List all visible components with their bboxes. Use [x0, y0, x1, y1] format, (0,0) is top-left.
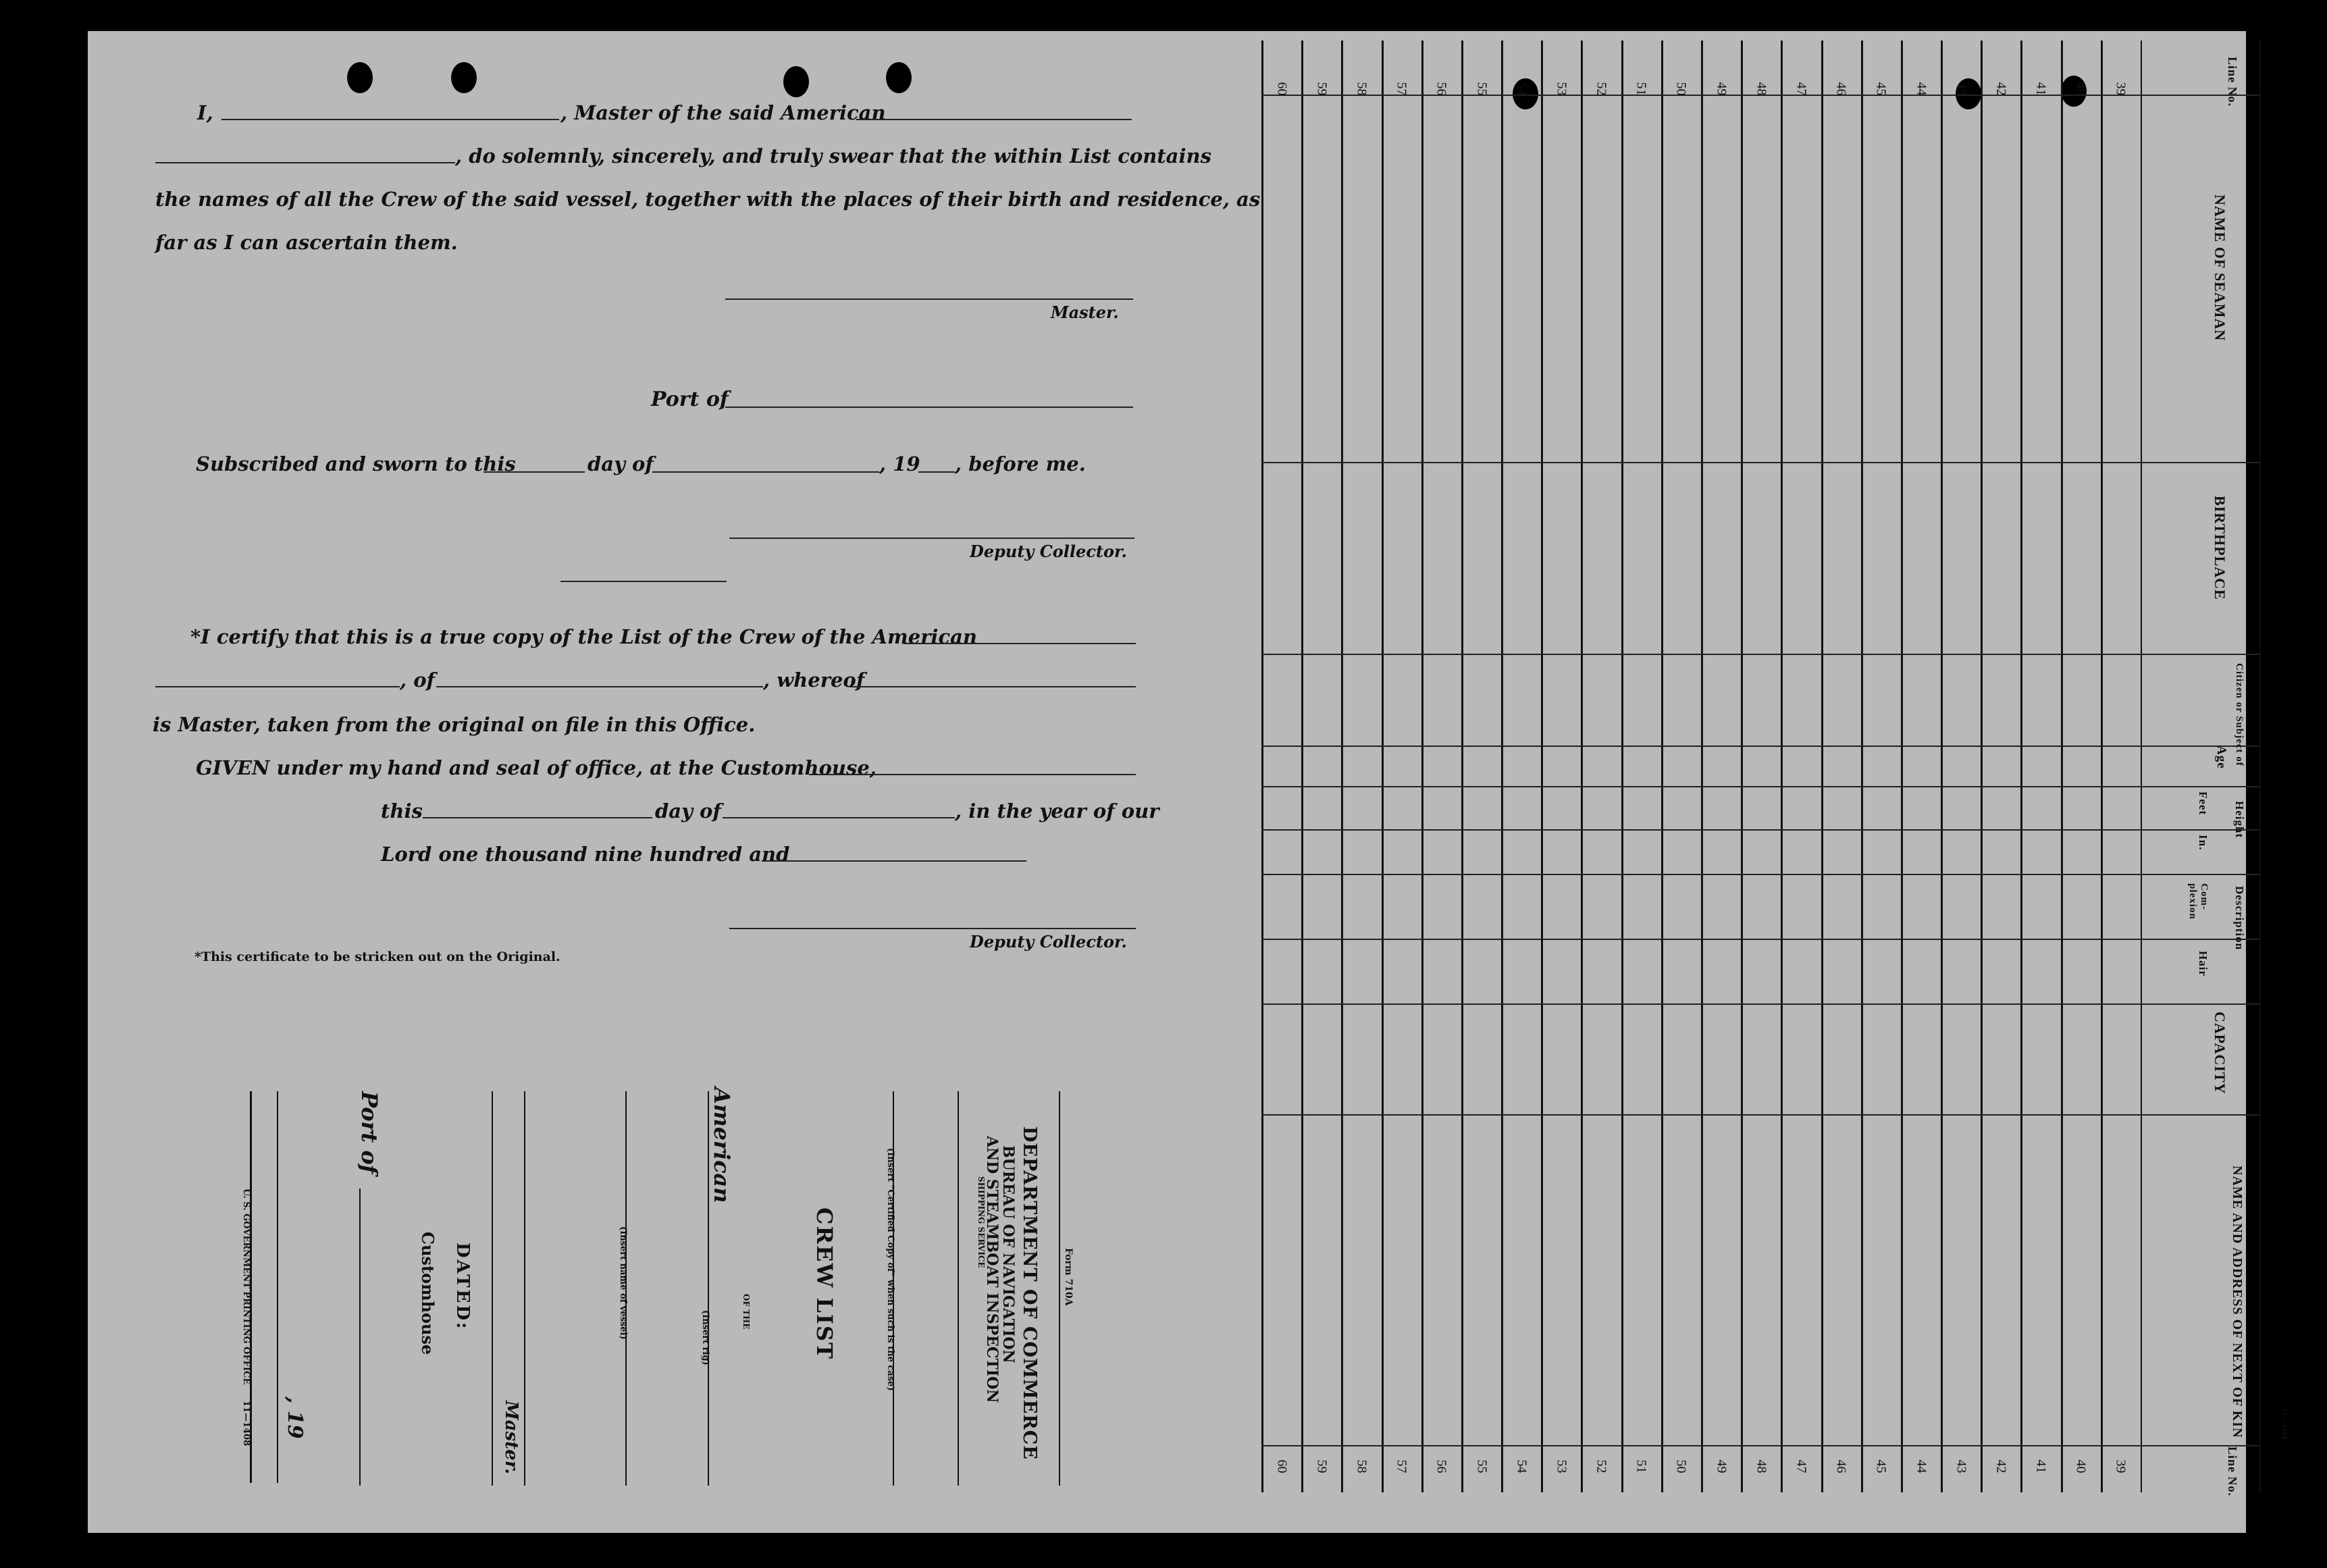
header-next-of-kin: NAME AND ADDRESS OF NEXT OF KIN [2230, 1166, 2245, 1438]
dept-commerce: DEPARTMENT OF COMMERCE [1019, 1126, 1040, 1460]
cover-master: Master. [501, 1401, 521, 1475]
table-rule [1581, 41, 1583, 1492]
row-number-bottom: 45 [1873, 1459, 1889, 1473]
row-number-top: 57 [1394, 82, 1409, 96]
row-number-top: 43 [1954, 82, 1969, 96]
port-of-label: Port of [651, 388, 729, 411]
table-rule [1941, 41, 1943, 1492]
oath-i: I, [197, 101, 213, 124]
table-rule [1821, 41, 1823, 1492]
header-hair: Hair [2197, 951, 2210, 976]
port-blank [725, 407, 1133, 408]
row-number-bottom: 47 [1794, 1459, 1809, 1473]
header-complexion: Com-plexion [2187, 883, 2210, 920]
table-rule [1861, 41, 1863, 1492]
document-sheet [88, 31, 2246, 1533]
table-rule [1781, 41, 1783, 1492]
cover-rule [492, 1091, 493, 1486]
punch-hole [886, 62, 912, 93]
row-number-top: 45 [1873, 82, 1889, 96]
cover-dated: DATED: [452, 1243, 473, 1331]
row-number-top: 42 [1993, 82, 2009, 96]
given-line: GIVEN under my hand and seal of office, at the Customhouse, [196, 756, 877, 779]
table-section-rule [1261, 874, 2259, 875]
row-number-top: 47 [1794, 82, 1809, 96]
table-section-rule [1261, 654, 2259, 655]
table-rule [1301, 41, 1303, 1492]
row-number-bottom: 46 [1833, 1459, 1849, 1473]
deputy-collector-2: Deputy Collector. [970, 932, 1127, 951]
insert-vessel: (Insert name of vessel) [618, 1226, 628, 1340]
of-the: OF THE [741, 1294, 751, 1330]
row-number-top: 41 [2033, 82, 2049, 96]
header-citizen: Citizen or Subject of [2234, 663, 2245, 766]
cover-rule [958, 1091, 959, 1486]
in-year: , in the year of our [955, 800, 1159, 822]
row-number-bottom: 41 [2033, 1459, 2049, 1473]
this-blank [423, 817, 652, 818]
cover-american: American [709, 1087, 735, 1203]
cert-line3: is Master, taken from the original on file in this Office. [153, 713, 756, 736]
row-number-bottom: 40 [2073, 1459, 2089, 1473]
row-number-bottom: 52 [1594, 1459, 1609, 1473]
deputy-collector-1: Deputy Collector. [970, 542, 1127, 561]
crew-list-title: CREW LIST [812, 1207, 837, 1360]
shipping-service: SHIPPING SERVICE [976, 1176, 986, 1268]
table-rule [1501, 41, 1503, 1492]
separator-line [560, 581, 727, 582]
row-number-bottom: 59 [1314, 1459, 1330, 1473]
before-me: , before me. [955, 452, 1086, 475]
lord-line: Lord one thousand nine hundred and [381, 843, 790, 866]
bureau-line1: BUREAU OF NAVIGATION [999, 1145, 1017, 1363]
bureau-line2: AND STEAMBOAT INSPECTION [983, 1136, 1001, 1403]
row-number-top: 48 [1754, 82, 1769, 96]
cover-rule [1059, 1091, 1060, 1486]
row-number-top: 50 [1673, 82, 1689, 96]
row-number-bottom: 51 [1633, 1459, 1649, 1473]
row-number-bottom: 57 [1394, 1459, 1409, 1473]
cover-rule [524, 1091, 525, 1486]
row-number-top: 52 [1594, 82, 1609, 96]
header-line-no-bottom: Line No. [2226, 1446, 2239, 1497]
header-inches: In. [2197, 835, 2210, 851]
header-description: Description [2233, 886, 2246, 951]
punch-hole [347, 62, 373, 93]
table-border [2141, 41, 2142, 1492]
form-number: Form 710A [1063, 1248, 1074, 1306]
row-number-bottom: 48 [1754, 1459, 1769, 1473]
table-form-code: 11—1408 [2280, 1409, 2288, 1440]
table-section-rule [1261, 939, 2259, 940]
table-rule [1382, 41, 1384, 1492]
punch-hole [783, 66, 809, 97]
row-number-top: 53 [1554, 82, 1569, 96]
table-rule [1421, 41, 1423, 1492]
cover-rule [277, 1091, 278, 1483]
row-number-bottom: 50 [1673, 1459, 1689, 1473]
table-rule [1621, 41, 1623, 1492]
header-line-no: Line No. [2226, 57, 2239, 107]
row-number-top: 49 [1714, 82, 1729, 96]
row-number-top: 44 [1914, 82, 1929, 96]
given-blank [809, 774, 1136, 775]
subscribed-label: Subscribed and sworn to this [196, 452, 516, 475]
oath-line2: , do solemnly, sincerely, and truly swear that the within List contains [455, 145, 1211, 167]
cover-rig-blank [708, 1091, 709, 1486]
row-number-top: 39 [2113, 82, 2128, 96]
table-section-rule [1261, 1445, 2259, 1446]
row-number-top: 59 [1314, 82, 1330, 96]
printing-office: U. S. GOVERNMENT PRINTING OFFICE [241, 1188, 251, 1385]
day-of-label: day of [587, 452, 654, 475]
printing-code: 11—1408 [241, 1401, 251, 1446]
master-label: Master. [1051, 303, 1119, 322]
table-border [2259, 41, 2261, 1492]
cover-port-of: Port of [357, 1091, 382, 1174]
table-rule [1541, 41, 1543, 1492]
oath-master-of: , Master of the said American [560, 101, 886, 124]
insert-rig: (Insert rig) [700, 1310, 710, 1365]
table-section-rule [1261, 1114, 2259, 1116]
cover-customhouse: Customhouse [418, 1232, 438, 1355]
header-feet: Feet [2197, 791, 2210, 816]
row-number-top: 55 [1474, 82, 1489, 96]
table-section-rule [1261, 829, 2259, 831]
row-number-top: 51 [1633, 82, 1649, 96]
certify-line1: *I certify that this is a true copy of the List of the Crew of the American [190, 625, 977, 648]
table-rule [1341, 41, 1343, 1492]
cert-blank-b [436, 686, 763, 687]
cert-of: , of [400, 669, 436, 691]
row-number-top: 40 [2073, 82, 2089, 96]
master-signature-line [725, 298, 1133, 300]
row-number-bottom: 53 [1554, 1459, 1569, 1473]
row-number-bottom: 58 [1354, 1459, 1369, 1473]
cert-day-of: day of [655, 800, 721, 822]
table-rule [2061, 41, 2063, 1492]
day-blank [483, 471, 585, 473]
blank-vessel-2 [155, 162, 455, 163]
insert-cert: (Insert "Certified Copy of" when such is the case) [885, 1148, 895, 1391]
oath-line3: the names of all the Crew of the said vessel, together with the places of their birth and residence, as [155, 188, 1261, 211]
row-number-top: 46 [1833, 82, 1849, 96]
row-number-bottom: 43 [1954, 1459, 1969, 1473]
table-rule [1701, 41, 1703, 1492]
row-number-top: 54 [1514, 82, 1529, 96]
this-label: this [381, 800, 423, 822]
row-number-bottom: 39 [2113, 1459, 2128, 1473]
row-number-bottom: 44 [1914, 1459, 1929, 1473]
year-blank [918, 471, 955, 473]
row-number-bottom: 60 [1274, 1459, 1290, 1473]
header-height: Height [2233, 801, 2246, 839]
table-section-rule [1261, 1003, 2259, 1005]
table-rule [2101, 41, 2103, 1492]
table-section-rule [1261, 786, 2259, 787]
oath-line4: far as I can ascertain them. [155, 231, 458, 254]
row-number-bottom: 55 [1474, 1459, 1489, 1473]
cert-blank-c [849, 686, 1136, 687]
header-age: Age [2214, 746, 2228, 769]
row-number-bottom: 56 [1434, 1459, 1449, 1473]
row-number-top: 58 [1354, 82, 1369, 96]
table-rule [1741, 41, 1743, 1492]
header-name: NAME OF SEAMAN [2212, 194, 2228, 342]
table-section-rule [1261, 462, 2259, 463]
table-rule [1901, 41, 1903, 1492]
cert-month-blank [723, 817, 955, 818]
cert-whereof: , whereof [763, 669, 865, 691]
blank-vessel [856, 119, 1132, 120]
table-rule [2020, 41, 2022, 1492]
month-blank [652, 471, 879, 473]
deputy-signature-line [729, 538, 1134, 539]
lord-blank [762, 860, 1026, 862]
cert-blank-a [155, 686, 400, 687]
header-capacity: CAPACITY [2212, 1012, 2228, 1095]
header-birthplace: BIRTHPLACE [2212, 496, 2228, 600]
year-prefix: , 19 [879, 452, 920, 475]
row-number-top: 56 [1434, 82, 1449, 96]
row-number-bottom: 42 [1993, 1459, 2009, 1473]
table-rule [1461, 41, 1463, 1492]
punch-hole [451, 62, 477, 93]
table-rule [1981, 41, 1983, 1492]
table-section-rule [1261, 746, 2259, 747]
footnote: *This certificate to be stricken out on the Original. [194, 949, 560, 964]
table-rule [1661, 41, 1663, 1492]
cert-vessel-blank [904, 643, 1136, 644]
row-number-bottom: 49 [1714, 1459, 1729, 1473]
cover-port-blank [359, 1188, 361, 1486]
blank-master-name [221, 119, 559, 120]
cover-year: , 19 [283, 1396, 307, 1439]
deputy2-signature-line [729, 928, 1136, 929]
table-border [1261, 41, 1263, 1492]
row-number-bottom: 54 [1514, 1459, 1529, 1473]
row-number-top: 60 [1274, 82, 1290, 96]
